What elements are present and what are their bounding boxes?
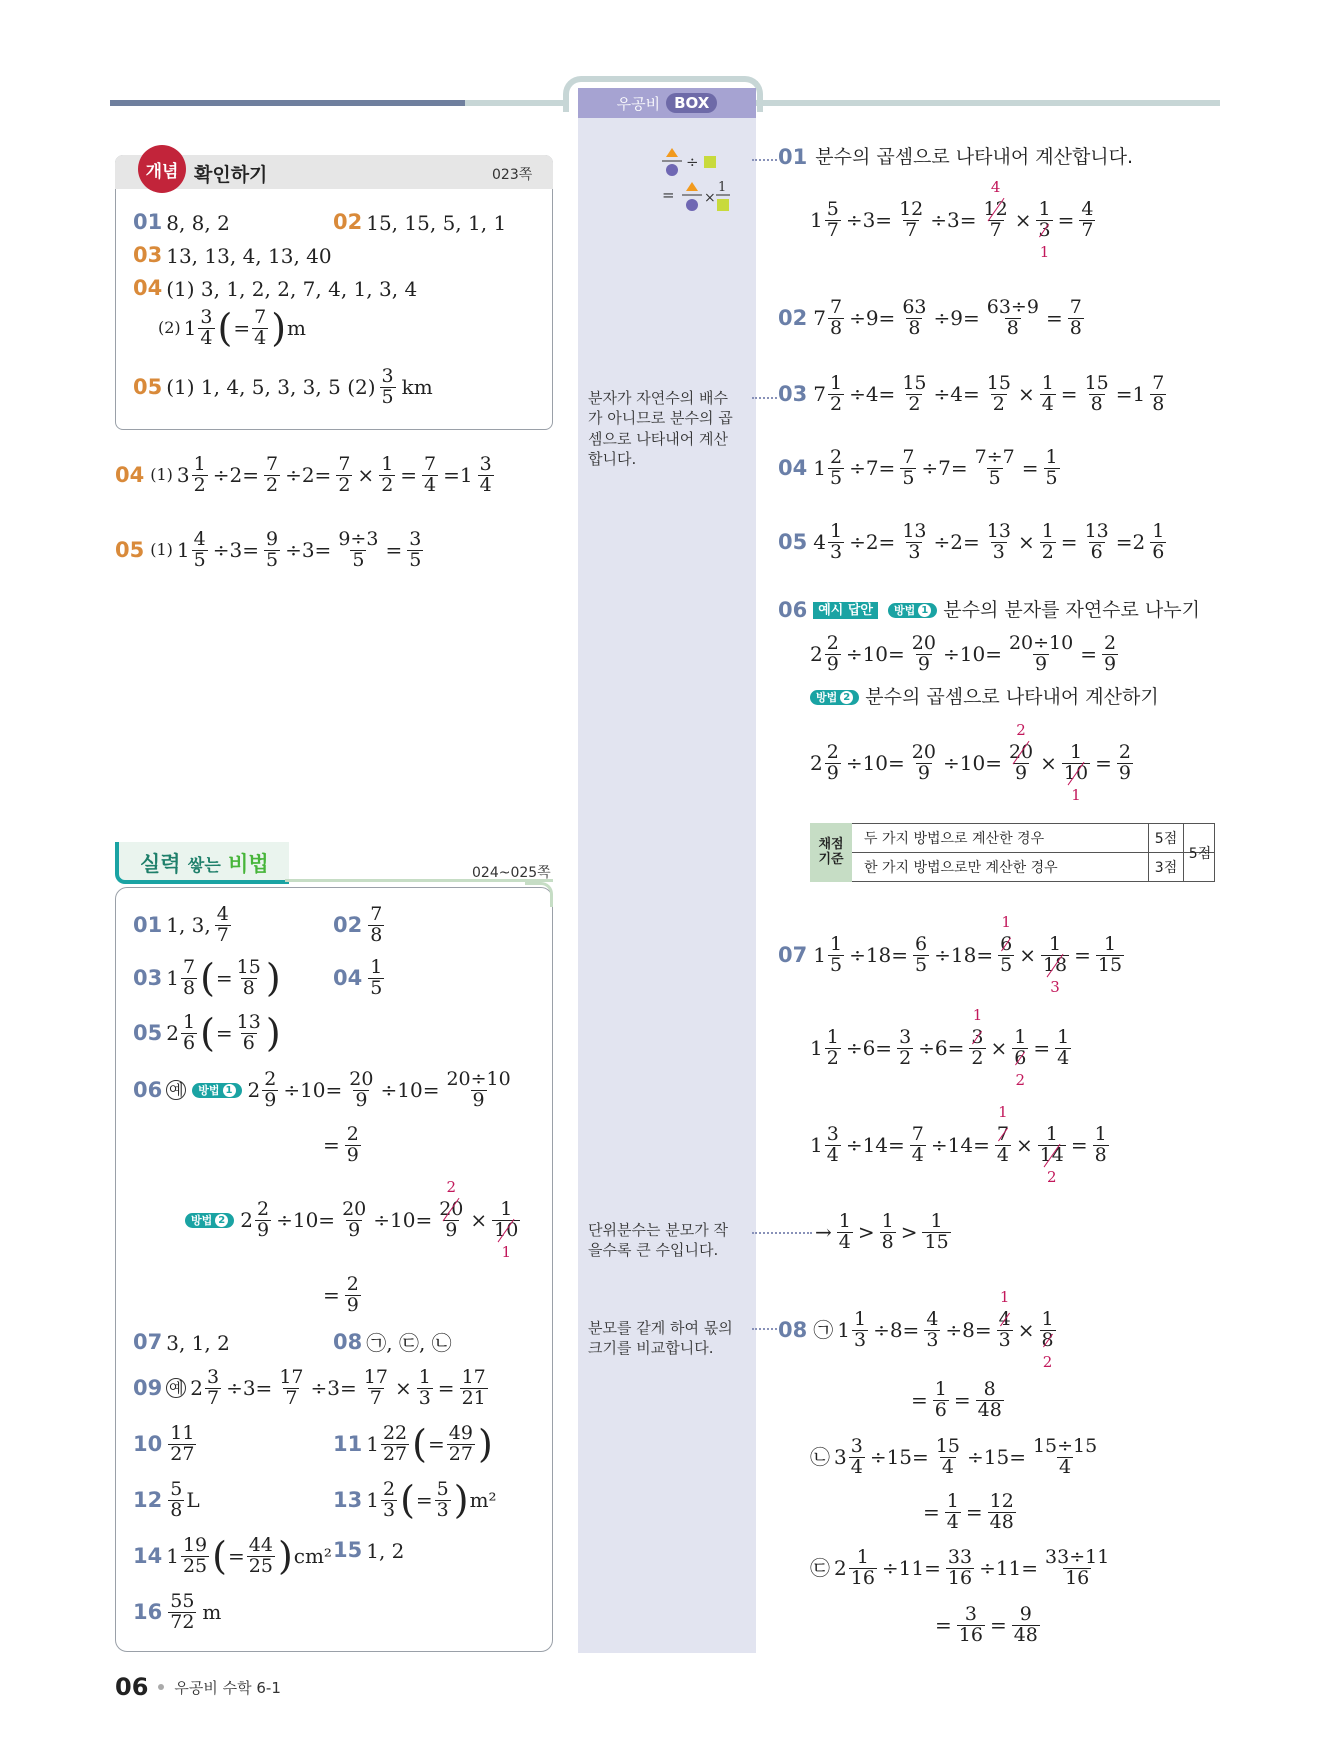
skill-title-2: 쌓는 xyxy=(187,856,221,876)
num-label: 05 xyxy=(133,1020,163,1045)
skill-02: 02 $\frac{7}{8}$ xyxy=(333,903,383,946)
svg-text:1: 1 xyxy=(718,180,727,195)
num-label: 13 xyxy=(333,1487,363,1512)
box-column xyxy=(578,88,756,1653)
book-title: 우공비 수학 6-1 xyxy=(174,1678,281,1697)
num-label: 06 xyxy=(133,1077,163,1102)
right-08-c-result: = $\frac{3}{16}$ = $\frac{9}{48}$ xyxy=(935,1603,1038,1646)
unit: m xyxy=(202,1600,222,1625)
skill-11: 11 1 $\frac{22}{27}$ ( = $\frac{49}{27}$ ) xyxy=(333,1422,493,1467)
num-label: 10 xyxy=(133,1431,163,1456)
skill-05: 05 2 $\frac{1}{6}$ ( = $\frac{13}{6}$ ) xyxy=(133,1011,281,1056)
method-1-badge: 방법 1 xyxy=(888,603,937,618)
fraction: $\frac{3}{5}$ xyxy=(381,365,394,408)
text: 분수의 분자를 자연수로 나누기 xyxy=(943,599,1200,621)
skill-06-m1-result: = $\frac{2}{9}$ xyxy=(323,1123,359,1166)
svg-text:×: × xyxy=(704,190,716,206)
concept-badge: 개념 xyxy=(138,145,186,193)
num-label: 05 xyxy=(133,374,163,399)
box-note-03: 분자가 자연수의 배수가 아니므로 분수의 곱셈으로 나타내어 계산합니다. xyxy=(588,389,733,468)
right-06-m1-eq: 2 $\frac{2}{9}$ ÷10= $\frac{20}{9}$ ÷10= $\frac{20\div 10}{9}$ = $\frac{2}{9}$ xyxy=(810,632,1117,675)
num-label: 07 xyxy=(133,1330,163,1354)
box-label-1: 우공비 xyxy=(616,94,661,113)
right-08-a: 08 ㉠ 1 $\frac{1}{3}$ ÷8= $\frac{4}{3}$ ÷8= 4 1 3 × 1 8 2 xyxy=(778,1288,1054,1372)
skill-10: 10 $\frac{11}{27}$ xyxy=(133,1422,195,1465)
concept-title: 확인하기 xyxy=(194,164,268,186)
circle-label: ㉢ xyxy=(810,1556,830,1581)
grading-row-2-text: 한 가지 방법으로만 계산한 경우 xyxy=(852,853,1149,881)
grading-label: 채점 기준 xyxy=(810,823,852,882)
right-06-head xyxy=(778,600,1200,621)
grading-row-1-score: 5점 xyxy=(1149,824,1184,852)
answer: 1, 2 xyxy=(366,1538,405,1563)
concept-page-ref: 023쪽 xyxy=(492,167,533,183)
num-label: 06 xyxy=(778,598,808,622)
circle-label: ㉠ xyxy=(813,1318,834,1343)
num-label: 04 xyxy=(333,965,363,990)
example-answer-label: 예시 답안 xyxy=(813,602,878,619)
concept-02 xyxy=(333,212,506,233)
unit: cm² xyxy=(293,1544,332,1569)
skill-04: 04 $\frac{1}{5}$ xyxy=(333,956,383,999)
skill-15 xyxy=(333,1540,404,1561)
answer: 8, 8, 2 xyxy=(166,210,230,235)
skill-box-accent xyxy=(525,882,553,907)
num-label: 15 xyxy=(333,1538,363,1562)
grading-table xyxy=(810,823,1215,882)
text: 분수의 곱셈으로 나타내어 계산하기 xyxy=(865,686,1159,708)
num-label: 08 xyxy=(778,1317,808,1342)
connector-01 xyxy=(752,159,777,161)
skill-title-3: 비법 xyxy=(228,852,269,876)
num-label: 03 xyxy=(778,381,808,406)
num-label: 01 xyxy=(778,145,808,169)
num-label: 08 xyxy=(333,1330,363,1354)
fraction: $\frac{7}{4}$ xyxy=(254,306,267,349)
box-note-unit: 단위분수는 분모가 작을수록 큰 수입니다. xyxy=(588,1221,728,1260)
method-2-badge: 방법 2 xyxy=(810,690,859,705)
answer: ㉠, ㉢, ㉡ xyxy=(366,1330,452,1355)
footer xyxy=(115,1673,281,1701)
skill-08 xyxy=(333,1332,452,1353)
box-note-08: 분모를 같게 하여 몫의 크기를 비교합니다. xyxy=(588,1319,733,1358)
concept-01 xyxy=(133,212,230,233)
page-number: 06 xyxy=(115,1673,149,1701)
num-label: 09 xyxy=(133,1375,163,1400)
skill-01: 01 1, 3, $\frac{4}{7}$ xyxy=(133,903,229,946)
num-label: 02 xyxy=(333,912,363,937)
skill-09: 09 예 2 $\frac{3}{7}$ ÷3= $\frac{17}{7}$ ÷3= $\frac{17}{7}$ × $\frac{1}{3}$ = $\frac{17}{21}$ xyxy=(133,1366,486,1409)
num-label: 04 xyxy=(133,276,163,300)
num-label: 04 xyxy=(115,462,145,487)
answer: (1) 3, 1, 2, 2, 7, 4, 1, 3, 4 xyxy=(166,276,418,301)
right-07-compare: → $\frac{1}{4}$ > $\frac{1}{8}$ > $\frac{1}{15}$ xyxy=(815,1210,949,1253)
concept-05 xyxy=(133,367,433,408)
circle-label: ㉡ xyxy=(810,1445,830,1470)
concept-04-1 xyxy=(133,278,417,299)
right-08-a-result: = $\frac{1}{6}$ = $\frac{8}{48}$ xyxy=(911,1378,1002,1421)
skill-07 xyxy=(133,1332,230,1353)
svg-text:=: = xyxy=(662,186,675,204)
answer: (1) 1, 4, 5, 3, 3, 5 (2) xyxy=(166,375,376,400)
answer: 15, 15, 5, 1, 1 xyxy=(366,210,507,235)
num-label: 12 xyxy=(133,1487,163,1512)
right-07-b: 1 $\frac{1}{2}$ ÷6= $\frac{3}{2}$ ÷6= 3 1 2 × 1 6 2 = $\frac{1}{4}$ xyxy=(810,1006,1070,1090)
num-label: 03 xyxy=(133,243,163,267)
right-08-b: ㉡ 3 $\frac{3}{4}$ ÷15= $\frac{15}{4}$ ÷15= $\frac{15\div 15}{4}$ xyxy=(810,1435,1098,1478)
unit: km xyxy=(401,375,433,400)
concept-04-2: (2) 1 $\frac{3}{4}$ ( = $\frac{7}{4}$ ) m xyxy=(158,306,306,351)
num-label: 01 xyxy=(133,210,163,234)
num-label: 16 xyxy=(133,1599,163,1624)
right-07-c: 1 $\frac{3}{4}$ ÷14= $\frac{7}{4}$ ÷14= 7 1 4 × 1 14 2 = $\frac{1}{8}$ xyxy=(810,1103,1107,1187)
skill-13: 13 1 $\frac{2}{3}$ ( = $\frac{5}{3}$ ) m² xyxy=(333,1478,497,1523)
skill-12: 12 $\frac{5}{8}$ L xyxy=(133,1478,200,1521)
skill-03: 03 1 $\frac{7}{8}$ ( = $\frac{15}{8}$ ) xyxy=(133,956,281,1001)
skill-title-1: 실력 xyxy=(140,852,181,876)
right-04: 04 1 $\frac{2}{5}$ ÷7= $\frac{7}{5}$ ÷7= $\frac{7\div 7}{5}$ = $\frac{1}{5}$ xyxy=(778,446,1058,489)
top-bar-left xyxy=(110,100,465,106)
right-03: 03 7 $\frac{1}{2}$ ÷4= $\frac{15}{2}$ ÷4= $\frac{15}{2}$ × $\frac{1}{4}$ = $\frac{15}{8}$ =1 $\frac{7}{8}$ xyxy=(778,372,1165,415)
num-label: 05 xyxy=(115,537,145,562)
num-label: 11 xyxy=(333,1431,363,1456)
num-label: 01 xyxy=(133,912,163,937)
answer: 1, 3, xyxy=(166,913,211,938)
text: 분수의 곱셈으로 나타내어 계산합니다. xyxy=(815,146,1134,168)
top-bar-right xyxy=(755,100,1220,106)
num-label: 05 xyxy=(778,529,808,554)
num-label: 03 xyxy=(133,965,163,990)
num-label: 14 xyxy=(133,1543,163,1568)
box-tab xyxy=(578,88,756,118)
svg-text:÷: ÷ xyxy=(686,153,699,171)
connector-08 xyxy=(752,1328,777,1330)
grading-row-1-text: 두 가지 방법으로 계산한 경우 xyxy=(852,824,1149,852)
connector-unit xyxy=(752,1232,812,1234)
method-1-badge: 방법 1 xyxy=(192,1083,241,1098)
right-01-title xyxy=(778,147,1133,168)
formula-icon xyxy=(660,145,740,215)
unit: m xyxy=(287,316,306,341)
skill-06-m2-result: = $\frac{2}{9}$ xyxy=(323,1273,359,1316)
skill-06-m1: 06 예 방법 1 2 $\frac{2}{9}$ ÷10= $\frac{20}{9}$ ÷10= $\frac{20\div 10}{9}$ xyxy=(133,1068,511,1111)
right-01-eq: 1 $\frac{5}{7}$ ÷3= $\frac{12}{7}$ ÷3= 12 4 7 × 1 3 1 = $\frac{4}{7}$ xyxy=(810,178,1094,262)
skill-page-ref: 024~025쪽 xyxy=(472,865,551,881)
right-07-a: 07 1 $\frac{1}{5}$ ÷18= $\frac{6}{5}$ ÷18= 6 1 5 × 1 18 3 = $\frac{1}{15}$ xyxy=(778,913,1123,997)
right-05: 05 4 $\frac{1}{3}$ ÷2= $\frac{13}{3}$ ÷2= $\frac{13}{3}$ × $\frac{1}{2}$ = $\frac{13}{6}$ =2 $\frac{1}{6}$ xyxy=(778,520,1165,563)
skill-16: 16 $\frac{55}{72}$ m xyxy=(133,1590,222,1633)
num-label: 07 xyxy=(778,942,808,967)
skill-06-m2: 방법 2 2 $\frac{2}{9}$ ÷10= $\frac{20}{9}$ ÷10= 20 2 9 × 1 10 1 xyxy=(185,1200,522,1241)
answer: 3, 1, 2 xyxy=(166,1330,230,1355)
right-02: 02 7 $\frac{7}{8}$ ÷9= $\frac{63}{8}$ ÷9= $\frac{63\div 9}{8}$ = $\frac{7}{8}$ xyxy=(778,296,1082,339)
unit: L xyxy=(186,1488,200,1513)
worked-05: 05 (1) 1 $\frac{4}{5}$ ÷3= $\frac{9}{5}$ ÷3= $\frac{9\div 3}{5}$ = $\frac{3}{5}$ xyxy=(115,528,422,571)
concept-03 xyxy=(133,245,332,266)
skill-title xyxy=(140,848,269,878)
example-mark: 예 xyxy=(166,1080,186,1100)
top-bar-mid xyxy=(465,100,565,106)
unit: m² xyxy=(469,1488,497,1513)
right-08-c: ㉢ 2 $\frac{1}{16}$ ÷11= $\frac{33}{16}$ ÷11= $\frac{33\div 11}{16}$ xyxy=(810,1546,1110,1589)
right-08-b-result: = $\frac{1}{4}$ = $\frac{12}{48}$ xyxy=(923,1490,1014,1533)
method-2-badge: 방법 2 xyxy=(185,1213,234,1228)
box-label-2: BOX xyxy=(666,93,717,113)
worked-04: 04 (1) 3 $\frac{1}{2}$ ÷2= $\frac{7}{2}$ ÷2= $\frac{7}{2}$ × $\frac{1}{2}$ = $\frac{7}{4}$ =1 $\frac{3}{4}$ xyxy=(115,453,492,496)
grading-row-2-score: 3점 xyxy=(1149,853,1184,881)
label: (2) xyxy=(158,318,181,338)
example-mark: 예 xyxy=(166,1378,186,1398)
connector-03 xyxy=(752,397,777,399)
fraction: $\frac{3}{4}$ xyxy=(200,306,213,349)
num-label: 02 xyxy=(778,305,808,330)
num-label: 04 xyxy=(778,455,808,480)
skill-14: 14 1 $\frac{19}{25}$ ( = $\frac{44}{25}$ ) cm² xyxy=(133,1534,332,1579)
right-06-m2-eq: 2 $\frac{2}{9}$ ÷10= $\frac{20}{9}$ ÷10= 20 2 9 × 1 10 1 = $\frac{2}{9}$ xyxy=(810,721,1131,805)
num-label: 02 xyxy=(333,210,363,234)
footer-dot-icon xyxy=(158,1684,164,1690)
right-06-m2-head xyxy=(810,688,1159,707)
answer: 13, 13, 4, 13, 40 xyxy=(166,243,332,268)
grading-total: 5점 xyxy=(1188,845,1212,862)
